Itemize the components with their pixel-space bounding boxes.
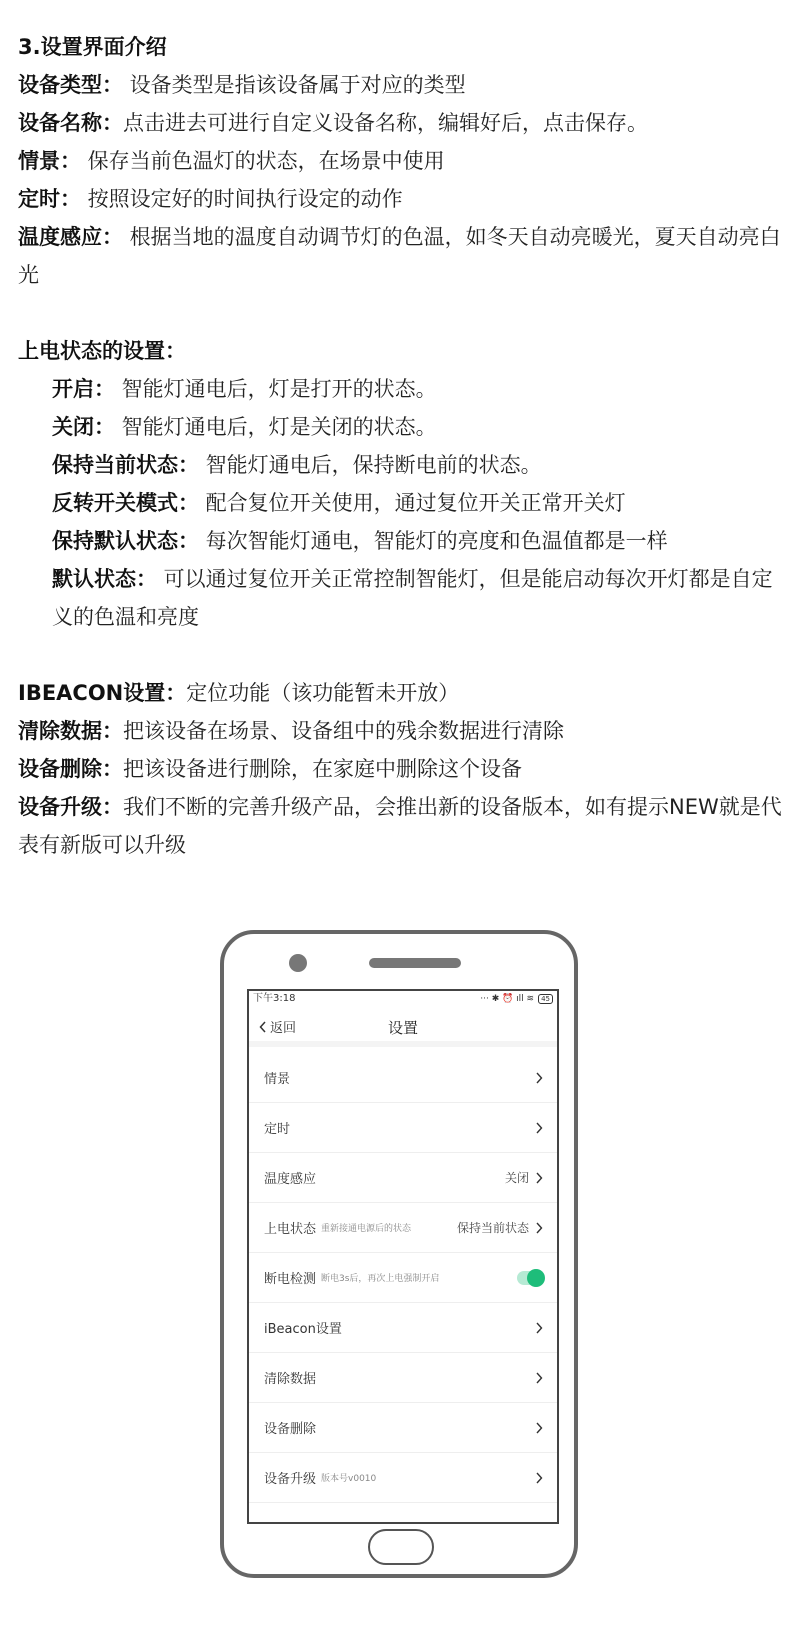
item-temperature-sensing: 温度感应： 根据当地的温度自动调节灯的色温，如冬天自动亮暖光，夏天自动亮白光 (18, 225, 781, 287)
item-upgrade: 设备升级：我们不断的完善升级产品，会推出新的设备版本，如有提示NEW就是代表有新版可以升级 (18, 795, 782, 857)
chevron-right-icon (535, 1422, 543, 1434)
settings-row-power-failure-detect (249, 1253, 557, 1303)
row-label: 断电检测 (264, 1272, 317, 1287)
settings-list (249, 1053, 557, 1503)
signal-wifi-icons: ··· ✱ ⏰ ıll ≋ (480, 994, 535, 1004)
power-item-keep-current: 保持当前状态： 智能灯通电后，保持断电前的状态。 (52, 453, 542, 477)
item-ibeacon: IBEACON设置：定位功能（该功能暂未开放） (18, 681, 460, 705)
status-icons (480, 991, 553, 1007)
item-scene: 情景： 保存当前色温灯的状态，在场景中使用 (18, 149, 445, 173)
row-subtitle: 重新接通电源后的状态 (321, 1224, 412, 1234)
item-delete-device: 设备删除：把该设备进行删除，在家庭中删除这个设备 (18, 757, 522, 781)
section-heading: 3.设置界面介绍 (18, 35, 167, 59)
back-label: 返回 (270, 1021, 297, 1036)
item-timer: 定时： 按照设定好的时间执行设定的动作 (18, 187, 403, 211)
power-state-heading: 上电状态的设置： (18, 339, 186, 363)
power-item-keep-default: 保持默认状态： 每次智能灯通电，智能灯的亮度和色温值都是一样 (52, 529, 668, 553)
status-time: 下午3:18 (253, 993, 296, 1004)
phone-screen (247, 989, 559, 1524)
chevron-right-icon (535, 1322, 543, 1334)
row-label: 定时 (264, 1122, 291, 1137)
chevron-right-icon (535, 1072, 543, 1084)
status-bar (249, 991, 557, 1007)
power-item-default: 默认状态： 可以通过复位开关正常控制智能灯，但是能启动每次开灯都是自定义的色温和亮度 (52, 567, 773, 629)
row-label: 清除数据 (264, 1372, 317, 1387)
row-label: 设备删除 (264, 1422, 317, 1437)
nav-bar (249, 1007, 557, 1047)
toggle-knob (527, 1269, 545, 1287)
row-label: 上电状态 (264, 1222, 317, 1237)
settings-row-upgrade[interactable] (249, 1453, 557, 1503)
settings-row-power-state[interactable] (249, 1203, 557, 1253)
power-item-reverse-switch: 反转开关模式： 配合复位开关使用，通过复位开关正常开关灯 (52, 491, 626, 515)
page-title: 设置 (387, 1019, 418, 1037)
document-body (18, 28, 788, 864)
home-button[interactable] (368, 1529, 434, 1565)
settings-row-clear-data[interactable] (249, 1353, 557, 1403)
chevron-right-icon (535, 1472, 543, 1484)
battery-icon: 45 (538, 994, 553, 1004)
row-label: 设备升级 (264, 1472, 317, 1487)
phone-mockup (220, 930, 578, 1578)
item-device-type: 设备类型： 设备类型是指该设备属于对应的类型 (18, 73, 466, 97)
item-clear-data: 清除数据：把该设备在场景、设备组中的残余数据进行清除 (18, 719, 564, 743)
settings-row-temperature-sensing[interactable] (249, 1153, 557, 1203)
chevron-right-icon (535, 1222, 543, 1234)
item-device-name: 设备名称：点击进去可进行自定义设备名称，编辑好后，点击保存。 (18, 111, 648, 135)
settings-row-timer[interactable] (249, 1103, 557, 1153)
chevron-right-icon (535, 1122, 543, 1134)
settings-row-delete-device[interactable] (249, 1403, 557, 1453)
row-label: 温度感应 (264, 1172, 317, 1187)
settings-row-ibeacon[interactable] (249, 1303, 557, 1353)
chevron-right-icon (535, 1372, 543, 1384)
power-item-off: 关闭： 智能灯通电后，灯是关闭的状态。 (52, 415, 437, 439)
speaker-grille (369, 958, 461, 968)
row-subtitle: 版本号v0010 (321, 1474, 377, 1484)
row-value: 保持当前状态 (456, 1221, 529, 1235)
settings-row-scene[interactable] (249, 1053, 557, 1103)
row-subtitle: 断电3s后，再次上电强制开启 (321, 1274, 440, 1284)
row-value: 关闭 (504, 1171, 529, 1185)
power-item-on: 开启： 智能灯通电后，灯是打开的状态。 (52, 377, 437, 401)
camera-icon (289, 954, 307, 972)
row-label: 情景 (264, 1072, 291, 1087)
power-failure-toggle[interactable] (517, 1271, 543, 1285)
chevron-right-icon (535, 1172, 543, 1184)
row-label: iBeacon设置 (264, 1322, 342, 1337)
